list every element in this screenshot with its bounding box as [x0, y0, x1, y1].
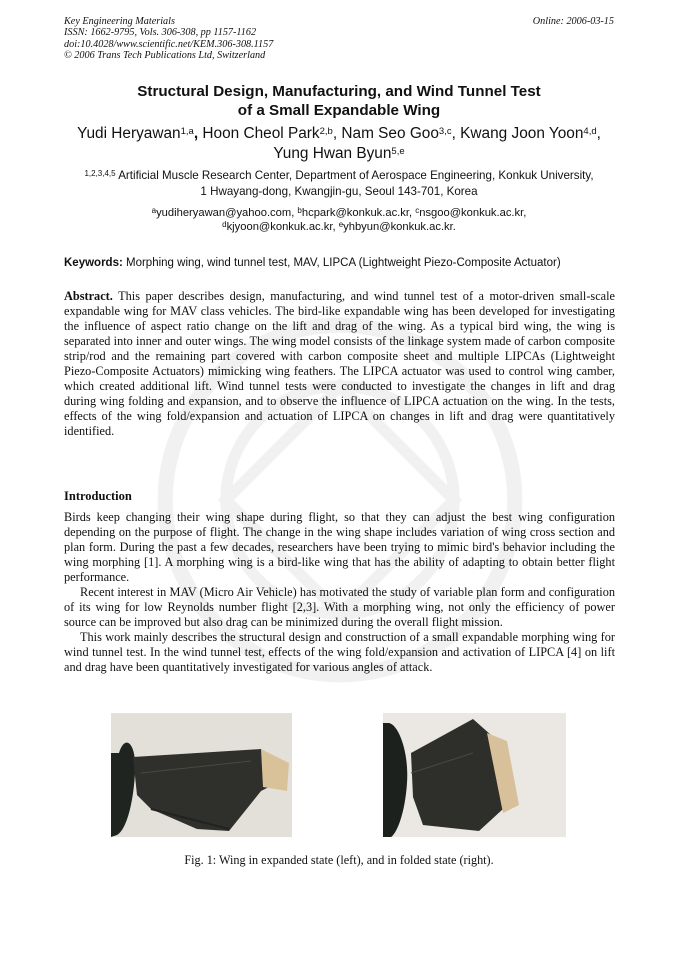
figure-caption: Fig. 1: Wing in expanded state (left), and in folded state (right).	[184, 853, 494, 867]
affiliation-superscript: 1,2,3,4,5	[84, 169, 116, 178]
author-list: Yudi Heryawan$^{1,a}$, Hoon Cheol Park$^{2,b}$, Nam Seo Goo$^{3,c}$, Kwang Joon Yoon$^{4,d}$, Yung Hwan Byun$^{5,e}$	[77, 125, 601, 162]
title-line-2: of a Small Expandable Wing	[237, 102, 441, 119]
author-superscript: 4,d	[583, 126, 597, 137]
email-superscript: a	[151, 206, 157, 215]
wing-folded-photo	[383, 713, 566, 837]
introduction-paragraph-3: This work mainly describes the structural design and construction of a small expandable morphing wing for wind tunnel test. In the wind tunnel test, effects of the wing fold/expansion and activation of LIPCA [4] on lift and drag have been quantitatively investigated for various angles of attack.	[64, 630, 615, 675]
journal-issn: ISSN: 1662-9795, Vols. 306-308, pp 1157-1162	[64, 27, 257, 39]
introduction-heading: Introduction	[64, 489, 132, 503]
online-date: Online: 2006-03-15	[532, 16, 614, 27]
journal-copyright: © 2006 Trans Tech Publications Ltd, Switzerland	[64, 49, 266, 61]
email-address: nsgoo@konkuk.ac.kr,	[419, 207, 527, 219]
affiliation	[60, 168, 618, 199]
author-name: Hoon Cheol Park	[202, 125, 320, 142]
author-superscript: 5,e	[391, 145, 405, 157]
email-address: kjyoon@konkuk.ac.kr,	[226, 221, 336, 233]
email-address: hcpark@konkuk.ac.kr,	[301, 207, 413, 219]
affiliation-line-1: Artificial Muscle Research Center, Department of Aerospace Engineering, Konkuk University,	[118, 169, 594, 182]
wing-expanded-photo	[111, 713, 292, 837]
keywords	[64, 256, 624, 270]
email-address: yudiheryawan@yahoo.com,	[156, 207, 295, 219]
author-name: Kwang Joon Yoon	[460, 125, 584, 142]
author-superscript: 3,c	[438, 126, 452, 137]
author-name: Yudi Heryawan	[77, 125, 181, 142]
email-superscript: d	[222, 220, 227, 229]
introduction-paragraph-2: Recent interest in MAV (Micro Air Vehicle) has motivated the study of variable plan form and configuration of its wing for low Reynolds number flight [2,3]. With a morphing wing, not only the efficiency of power source can be improved but also drag can be minimized during the overall flight mission.	[64, 585, 615, 630]
abstract	[64, 289, 615, 439]
introduction-paragraph-1: Birds keep changing their wing shape during flight, so that they can adjust the best wing configuration depending on the purpose of flight. The change in the wing shape includes variation of wing cross section and plan form. During the past a few decades, researchers have been trying to mimic bird's behavior including the wing morphing [1]. A morphing wing is a bird-like wing that has the ability of adapting to obtain better flight performance.	[64, 510, 615, 585]
author-name: Nam Seo Goo	[341, 125, 439, 142]
introduction-body	[64, 510, 615, 676]
keywords-label: Keywords:	[64, 257, 123, 269]
email-superscript: e	[338, 220, 344, 229]
journal-doi: doi:10.4028/www.scientific.net/KEM.306-308.1157	[64, 38, 274, 50]
keywords-text: Morphing wing, wind tunnel test, MAV, LIPCA (Lightweight Piezo-Composite Actuator)	[126, 257, 561, 269]
email-list	[60, 206, 618, 234]
abstract-text: This paper describes design, manufacturing, and wind tunnel test of a motor-driven small-scale expandable wing for MAV class vehicles. The bird-like expandable wing has been developed for investigating the influence of aspect ratio change on the lift and drag of the wing. As a typical bird wing, the wing is separated into inner and outer wings. The wing model consists of the linkage system made of carbon composite strip/rod and the remaining part covered with carbon composite sheet and multiple LIPCAs (Lightweight Piezo-Composite Actuators) mimicking wing feathers. The LIPCA actuator was used to control wing camber, which created additional lift. Wind tunnel tests were conducted to investigate the changes in lift and drag during wing folding and expansion, and to observe the influence of LIPCA actuation on the wing. In the tests, effects of the wing fold/expansion and actuation of LIPCA on changes in lift and drag were quantitatively identified.	[64, 289, 615, 439]
email-superscript: c	[415, 206, 420, 215]
affiliation-line-2: 1 Hwayang-dong, Kwangjin-gu, Seoul 143-701, Korea	[200, 184, 478, 198]
email-superscript: b	[297, 206, 302, 215]
paper-title	[60, 82, 618, 120]
author-superscript: 1,a	[180, 126, 194, 137]
author-name: Yung Hwan Byun	[273, 144, 392, 162]
abstract-label: Abstract.	[64, 289, 113, 303]
author-superscript: 2,b	[319, 126, 333, 137]
journal-header	[64, 16, 273, 61]
email-address: yhbyun@konkuk.ac.kr.	[343, 221, 456, 233]
title-line-1: Structural Design, Manufacturing, and Wind Tunnel Test	[137, 83, 541, 100]
journal-name: Key Engineering Materials	[64, 16, 175, 27]
